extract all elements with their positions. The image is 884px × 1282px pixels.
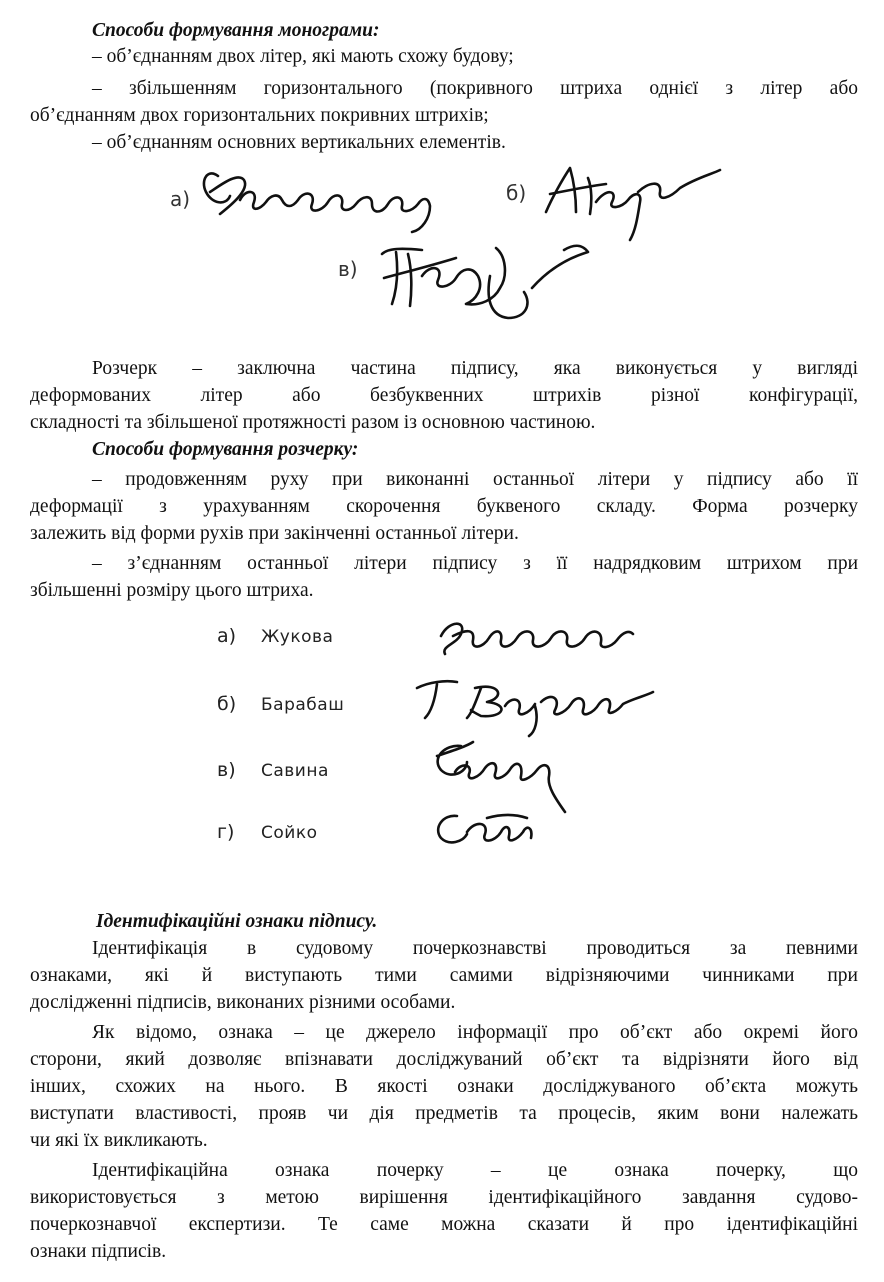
signature-soyko-drawing — [438, 815, 531, 842]
figure2-row-b — [217, 681, 653, 736]
figure2-label-a: а) — [217, 625, 237, 647]
signature-a-drawing — [204, 173, 430, 232]
figure2-name-v: Савина — [261, 761, 329, 781]
flourish-method-1-line-3: залежить від форми рухів при закінченні останньої літери. — [30, 523, 519, 544]
figure2-name-b: Барабаш — [261, 695, 345, 715]
flourish-method-1-line-2: деформації з урахуванням скорочення буквеного складу. Форма розчерку — [30, 496, 858, 517]
flourish-methods-heading: Способи формування розчерку: — [92, 439, 359, 460]
figure2-row-g — [217, 815, 531, 843]
identification-p2-line-5: чи які їх викликають. — [30, 1130, 208, 1151]
flourish-method-1-line-1: – продовженням руху при виконанні останньої літери у підпису або її — [92, 469, 858, 490]
signature-savina-drawing — [437, 742, 565, 812]
identification-p3-line-1: Ідентифікаційна ознака почерку – це ознака почерку, що — [92, 1160, 858, 1181]
flourish-definition-line-2: деформованих літер або безбуквенних штрихів різної конфігурації, — [30, 385, 858, 406]
signature-zhukova-drawing — [441, 624, 633, 654]
signature-barabash-drawing — [417, 681, 653, 736]
identification-p3-line-3: почеркознавчої експертизи. Те саме можна сказати й про ідентифікаційні — [30, 1214, 858, 1235]
identification-p1-line-1: Ідентифікація в судовому почеркознавстві проводиться за певними — [92, 938, 858, 959]
identification-p1-line-3: дослідженні підписів, виконаних різними особами. — [30, 992, 456, 1013]
figure2-name-a: Жукова — [261, 627, 334, 647]
figure2-label-v: в) — [217, 759, 236, 781]
flourish-definition-line-1: Розчерк – заключна частина підпису, яка виконується у вигляді — [92, 358, 858, 379]
figure1-label-a: а) — [170, 187, 191, 211]
identification-p2-line-3: інших, схожих на нього. В якості ознаки досліджуваного об’єкта можуть — [30, 1076, 858, 1097]
flourish-method-2-line-2: збільшенні розміру цього штриха. — [30, 580, 314, 601]
figure2-row-v — [217, 742, 565, 812]
monogram-method-2-cont: об’єднанням двох горизонтальних покривних штрихів; — [30, 105, 489, 126]
signature-b-drawing — [546, 168, 720, 240]
monogram-method-2: – збільшенням горизонтального (покривного штриха однієї з літер або — [92, 78, 858, 99]
identification-p1-line-2: ознаками, які й виступають тими самими відрізняючими чинниками при — [30, 965, 858, 986]
identification-p3-line-4: ознаки підписів. — [30, 1241, 167, 1262]
identification-p3-line-2: використовується з метою вирішення ідентифікаційного завдання судово- — [30, 1187, 858, 1208]
figure1-label-b: б) — [506, 181, 527, 205]
monogram-methods-heading: Способи формування монограми: — [92, 20, 380, 41]
identification-p2-line-1: Як відомо, ознака – це джерело інформації про об’єкт або окремі його — [92, 1022, 858, 1043]
monogram-signatures-figure — [160, 158, 740, 330]
signature-v-drawing — [382, 246, 588, 318]
flourish-definition-line-3: складності та збільшеної протяжності разом із основною частиною. — [30, 412, 596, 433]
figure1-label-v: в) — [338, 257, 358, 281]
identification-p2-line-2: сторони, який дозволяє впізнавати досліджуваний об’єкт та відрізняти його від — [30, 1049, 858, 1070]
figure2-name-g: Сойко — [261, 823, 318, 843]
monogram-method-1: – об’єднанням двох літер, які мають схожу будову; — [92, 46, 514, 67]
figure2-label-b: б) — [217, 693, 237, 715]
identification-features-heading: Ідентифікаційні ознаки підпису. — [96, 911, 378, 932]
identification-p2-line-4: виступати властивості, прояв чи дія предметів та процесів, яким вони належать — [30, 1103, 858, 1124]
flourish-signatures-figure — [205, 606, 685, 852]
figure2-row-a — [217, 624, 633, 654]
monogram-method-3: – об’єднанням основних вертикальних елементів. — [92, 132, 506, 153]
figure2-label-g: г) — [217, 821, 235, 843]
flourish-method-2-line-1: – з’єднанням останньої літери підпису з її надрядковим штрихом при — [92, 553, 858, 574]
